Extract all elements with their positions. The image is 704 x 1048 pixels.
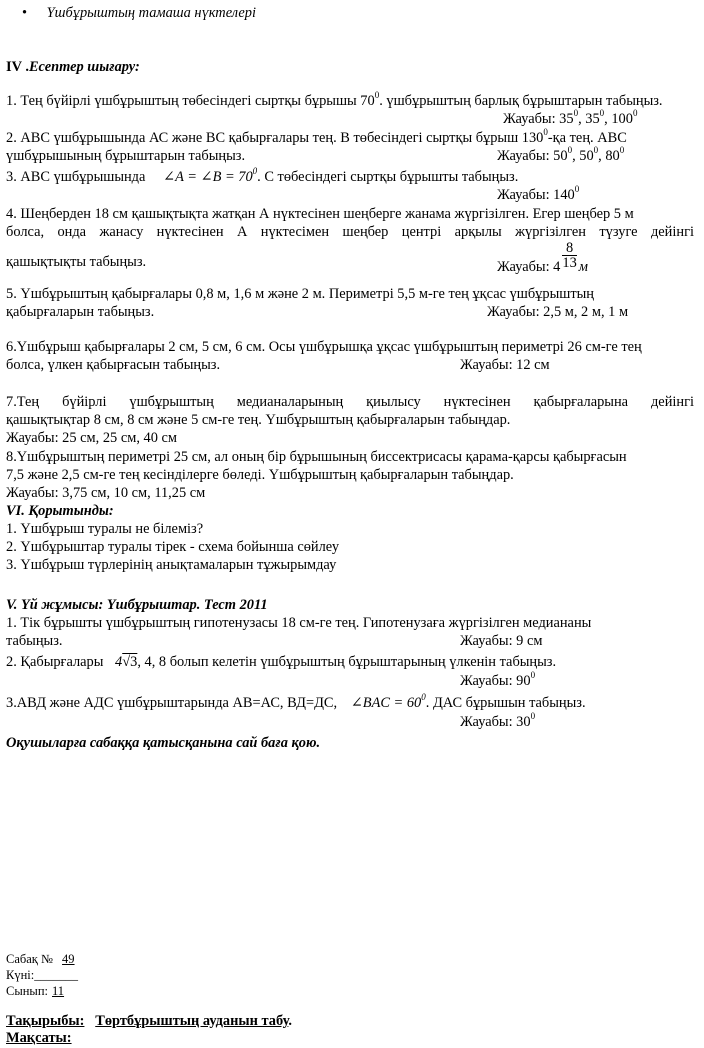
degree-sup: 0	[252, 166, 258, 177]
problem-8-line-1: 8.Үшбұрыштың периметрі 25 см, ал оның бір бұрышының биссектрисасы қарама-қарсы қабырғасын	[6, 449, 627, 465]
lesson-number: 49	[62, 952, 75, 966]
problem-7-line-2: қашықтықтар 8 см, 8 см және 5 см-ге тең. Үшбұрыштың қабырғаларын табыңдар.	[6, 412, 511, 428]
section-iv-title: Есептер шығару:	[28, 59, 140, 75]
topic-title: Төртбұрыштың ауданын табу	[95, 1013, 289, 1029]
unit: м	[578, 258, 588, 275]
problem-4-answer	[497, 240, 588, 275]
root-expression	[115, 654, 137, 670]
word: үшбұрыштың	[129, 394, 214, 410]
word: дейінгі	[650, 394, 694, 410]
closing-line: Оқушыларға сабаққа қатысқанына сай баға қою.	[6, 735, 321, 751]
section-iv-num: IV .	[6, 59, 29, 75]
homework-1-answer: Жауабы: 9 см	[460, 633, 543, 649]
section-iv-heading	[6, 58, 140, 76]
degree-sup: 0	[593, 145, 599, 156]
word: арқылы	[454, 224, 502, 240]
homework-3-answer	[460, 713, 535, 731]
problem-3-line-1	[6, 168, 518, 186]
equation-text: ∠BAC = 60	[350, 695, 422, 711]
class-line	[6, 982, 76, 1000]
answer-text: Жауабы: 50	[497, 148, 568, 164]
answer-text: Жауабы: 140	[497, 187, 575, 203]
homework-2-text-end: , 4, 8 болып келетін үшбұрыштың бұрыштарының үлкенін табыңыз.	[137, 654, 557, 670]
problem-4-line-3: қашықтықты табыңыз.	[6, 254, 147, 270]
word: болса,	[6, 224, 45, 240]
problem-3-answer	[497, 186, 579, 204]
homework-2-answer	[460, 672, 535, 690]
word: нүктесінен	[156, 224, 224, 240]
problem-8-line-2: 7,5 және 2,5 см-ге тең кесінділерге бөледі. Үшбұрыштың қабырғаларын табыңдар.	[6, 467, 514, 483]
problem-3-text: 3. АВС үшбұрышында	[6, 169, 146, 185]
homework-3-text: 3.АВД және АДС үшбұрыштарында АВ=АС, ВД=ДС,	[6, 695, 338, 711]
answer-text: , 50	[572, 148, 594, 164]
problem-3-text-end: . С төбесіндегі сыртқы бұрышты табыңыз.	[257, 169, 519, 185]
bullet-text: Үшбұрыштың тамаша нүктелері	[46, 5, 256, 21]
word: медианаларының	[236, 394, 344, 410]
topic-line	[6, 1012, 292, 1030]
problem-2-answer	[497, 147, 624, 165]
problem-1-text: 1. Тең бүйірлі үшбұрыштың төбесіндегі сыртқы бұрышы 70	[6, 93, 375, 109]
degree-sup: 0	[573, 108, 579, 119]
angle-equation	[163, 166, 258, 185]
problem-5-answer: Жауабы: 2,5 м, 2 м, 1 м	[487, 304, 629, 320]
fraction	[562, 241, 576, 270]
word: шеңбер	[342, 224, 389, 240]
problem-2-line-1	[6, 129, 627, 147]
word: нүктесінен	[443, 394, 511, 410]
homework-3-text-end: . ДАС бұрышын табыңыз.	[425, 695, 586, 711]
word: дейінгі	[650, 224, 694, 240]
degree-sup: 0	[374, 90, 380, 101]
homework-1-line-1: 1. Тік бұрышты үшбұрыштың гипотенузасы 18 см-ге тең. Гипотенузаға жүргізілген медиананы	[6, 615, 592, 631]
homework-2-text: 2. Қабырғалары	[6, 654, 104, 670]
word: бүйірлі	[62, 394, 107, 410]
goals-label: Мақсаты:	[6, 1030, 72, 1046]
degree-sup: 0	[530, 670, 536, 681]
conclusion-item-1: 1. Үшбұрыш туралы не білеміз?	[6, 521, 204, 537]
topic-end: .	[288, 1013, 292, 1029]
word: жанасу	[99, 224, 144, 240]
degree-sup: 0	[421, 692, 426, 703]
degree-sup: 0	[599, 108, 605, 119]
degree-sup: 0	[567, 145, 573, 156]
problem-2-text-end: -қа тең. АВС	[547, 130, 627, 146]
homework-1-line-2: табыңыз.	[6, 633, 63, 649]
word: қиылысу	[366, 394, 421, 410]
answer-text: Жауабы: 90	[460, 673, 531, 689]
answer-text: Жауабы: 30	[460, 714, 531, 730]
homework-2-line-1	[6, 653, 556, 671]
problem-4-line-2	[6, 223, 694, 241]
problem-6-line-2: болса, үлкен қабырғасын табыңыз.	[6, 357, 221, 373]
top-bullet	[22, 4, 256, 22]
root-coefficient: 4	[115, 654, 123, 670]
problem-1-text-end: . үшбұрыштың барлық бұрыштарын табыңыз.	[379, 93, 663, 109]
word: қабырғаларына	[533, 394, 629, 410]
class-label: Сынып:	[6, 984, 48, 998]
problem-1-answer	[503, 110, 637, 128]
problem-8-answer: Жауабы: 3,75 см, 10 см, 11,25 см	[6, 485, 206, 501]
problem-2-line-2: үшбұрышының бұрыштарын табыңыз.	[6, 148, 246, 164]
section-vi-heading: VI. Қорытынды:	[6, 503, 114, 519]
word: 7.Тең	[6, 394, 40, 410]
problem-2-text: 2. АВС үшбұрышында АС және ВС қабырғалары тең. В төбесіндегі сыртқы бұрыш 130	[6, 130, 544, 146]
degree-sup: 0	[632, 108, 638, 119]
problem-6-line-1: 6.Үшбұрыш қабырғалары 2 см, 5 см, 6 см. Осы үшбұрышқа ұқсас үшбұрыштың периметрі 26 см-ге тең	[6, 339, 642, 355]
problem-1-line-1	[6, 92, 663, 110]
fraction-denominator: 13	[562, 255, 577, 271]
topic-label: Тақырыбы:	[6, 1013, 85, 1029]
fraction-numerator: 8	[562, 241, 576, 256]
degree-sup: 0	[619, 145, 625, 156]
date-label: Күні:	[6, 968, 35, 982]
conclusion-item-3: 3. Үшбұрыш түрлерінің анықтамаларын тұжырымдау	[6, 557, 337, 573]
word: центрі	[401, 224, 442, 240]
problem-7-answer: Жауабы: 25 см, 25 см, 40 см	[6, 430, 178, 446]
problem-6-answer: Жауабы: 12 см	[460, 357, 550, 373]
homework-3-line-1	[6, 694, 586, 712]
answer-text: Жауабы: 4	[497, 258, 561, 275]
degree-sup: 0	[543, 127, 548, 138]
problem-5-line-1: 5. Үшбұрыштың қабырғалары 0,8 м, 1,6 м және 2 м. Периметрі 5,5 м-ге тең ұқсас үшбұрыштың	[6, 286, 594, 302]
date-blank: _______	[34, 968, 78, 982]
word: онда	[57, 224, 87, 240]
answer-text: , 80	[598, 148, 620, 164]
angle-equation	[350, 692, 426, 711]
root-symbol: √3	[122, 654, 138, 670]
equation-text: ∠A = ∠B = 70	[163, 169, 253, 185]
word: нүктесімен	[260, 224, 330, 240]
answer-text: , 100	[604, 111, 633, 127]
problem-4-line-1: 4. Шеңберден 18 см қашықтықта жатқан А нүктесінен шеңберге жанама жүргізілген. Егер шеңбер 5 м	[6, 206, 634, 222]
problem-7-line-1	[6, 393, 694, 411]
degree-sup: 0	[574, 184, 580, 195]
word: жүргізілген	[515, 224, 586, 240]
word: түзуге	[599, 224, 638, 240]
bullet-marker: •	[22, 5, 28, 21]
answer-text: , 35	[578, 111, 600, 127]
problem-5-line-2: қабырғаларын табыңыз.	[6, 304, 155, 320]
class-number: 11	[52, 984, 65, 998]
conclusion-item-2: 2. Үшбұрыштар туралы тірек - схема бойынша сөйлеу	[6, 539, 340, 555]
answer-text: Жауабы: 35	[503, 111, 574, 127]
word: А	[236, 224, 248, 240]
degree-sup: 0	[530, 711, 536, 722]
section-v-heading: V. Үй жұмысы: Үшбұрыштар. Тест 2011	[6, 597, 268, 613]
lesson-label: Сабақ №	[6, 952, 53, 966]
